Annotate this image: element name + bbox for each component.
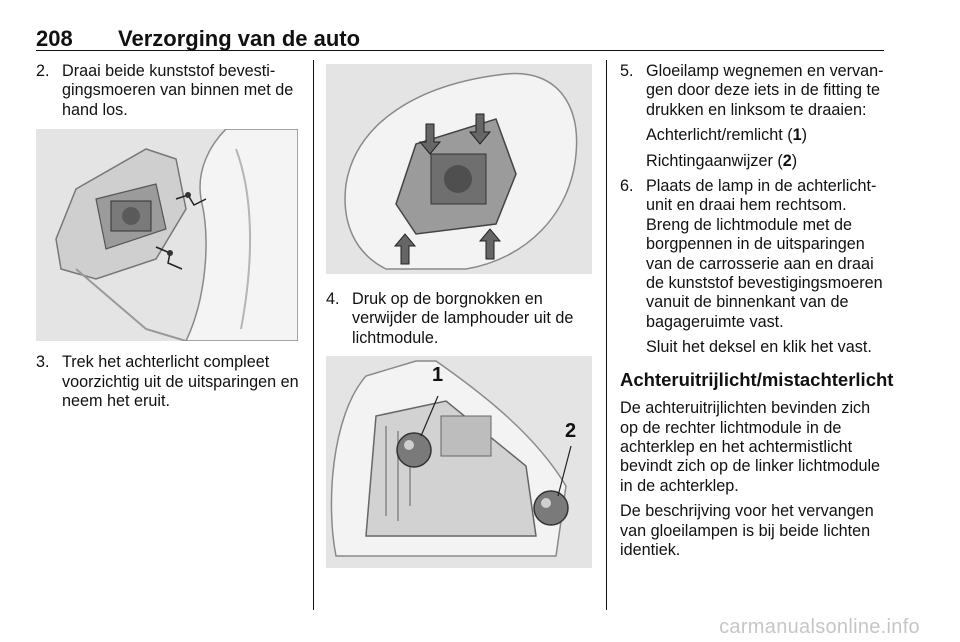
page-header: [36, 26, 884, 51]
step-4: [326, 290, 594, 348]
step-text: Druk op de borgnokken en verwijder de lamphouder uit de lichtmodule.: [352, 290, 574, 347]
step-number: 6.: [620, 177, 634, 196]
step-number: 5.: [620, 62, 634, 80]
step-2: [36, 62, 300, 120]
step-number: 3.: [36, 353, 50, 372]
figure-bulbs: [326, 356, 592, 568]
figure-lamp-holder-tabs: [326, 64, 592, 274]
bulb-ref-close: ): [801, 126, 808, 145]
step-text: Trek het achterlicht compleet voorzichtig uit de uitsparingen en neem het eruit.: [62, 353, 299, 411]
step-text: Plaats de lamp in de achterlichtunit en draai hem rechtsom. Breng de lichtmodule met de borgpennen in de uitsparingen van de carrosserie aan en draai de kunststof bevestigingsmoeren vanuit de binnenkant van de bagageruimte vast.: [646, 177, 883, 331]
chapter-title: Verzorging van de auto: [118, 26, 361, 51]
column-divider-2: [606, 60, 607, 610]
figure-taillight-nuts: [36, 129, 298, 341]
column-2: [326, 62, 594, 568]
step-number: 4.: [326, 290, 340, 308]
paragraph-2: De beschrijving voor het vervangen van gloeilampen is bij beide lichten identiek.: [620, 502, 874, 559]
figure-bulbs-wrapper: [326, 356, 594, 568]
step-3: [36, 353, 300, 411]
section-heading: Achteruitrijlicht/mistachterlicht: [620, 368, 894, 390]
page-number: 208: [36, 26, 73, 51]
bulb-ref-text: Richtingaanwijzer (: [646, 151, 783, 170]
bulb-ref-number: 2: [782, 151, 792, 170]
bulb-ref-taillight: [620, 126, 890, 145]
column-1: [36, 62, 300, 411]
bulb-ref-number: 1: [792, 126, 802, 145]
column-divider-1: [313, 60, 314, 610]
step-text: Draai beide kunststof bevestigingsmoeren van binnen met de hand los.: [62, 62, 294, 119]
callout-label-1: 1: [432, 364, 444, 387]
callout-label-2: 2: [565, 420, 577, 443]
step-number: 2.: [36, 62, 50, 80]
column-3: [620, 62, 894, 560]
step-6: [620, 177, 890, 332]
paragraph-1: De achteruitrijlichten bevinden zich op de rechter lichtmodule in de achterklep en het achtermistlicht bevindt zich op de linker lichtmodule in de achterklep.: [620, 399, 881, 495]
bulb-ref-indicator: [620, 152, 890, 171]
watermark: carmanualsonline.info: [719, 616, 920, 638]
step-text: Gloeilamp wegnemen en vervangen door deze iets in de fitting te drukken en linksom te draaien:: [646, 62, 884, 119]
step-6-extra: Sluit het deksel en klik het vast.: [646, 338, 872, 357]
bulb-ref-close: ): [791, 151, 798, 170]
step-5: [620, 62, 890, 120]
bulb-ref-text: Achterlicht/remlicht (: [646, 126, 793, 145]
